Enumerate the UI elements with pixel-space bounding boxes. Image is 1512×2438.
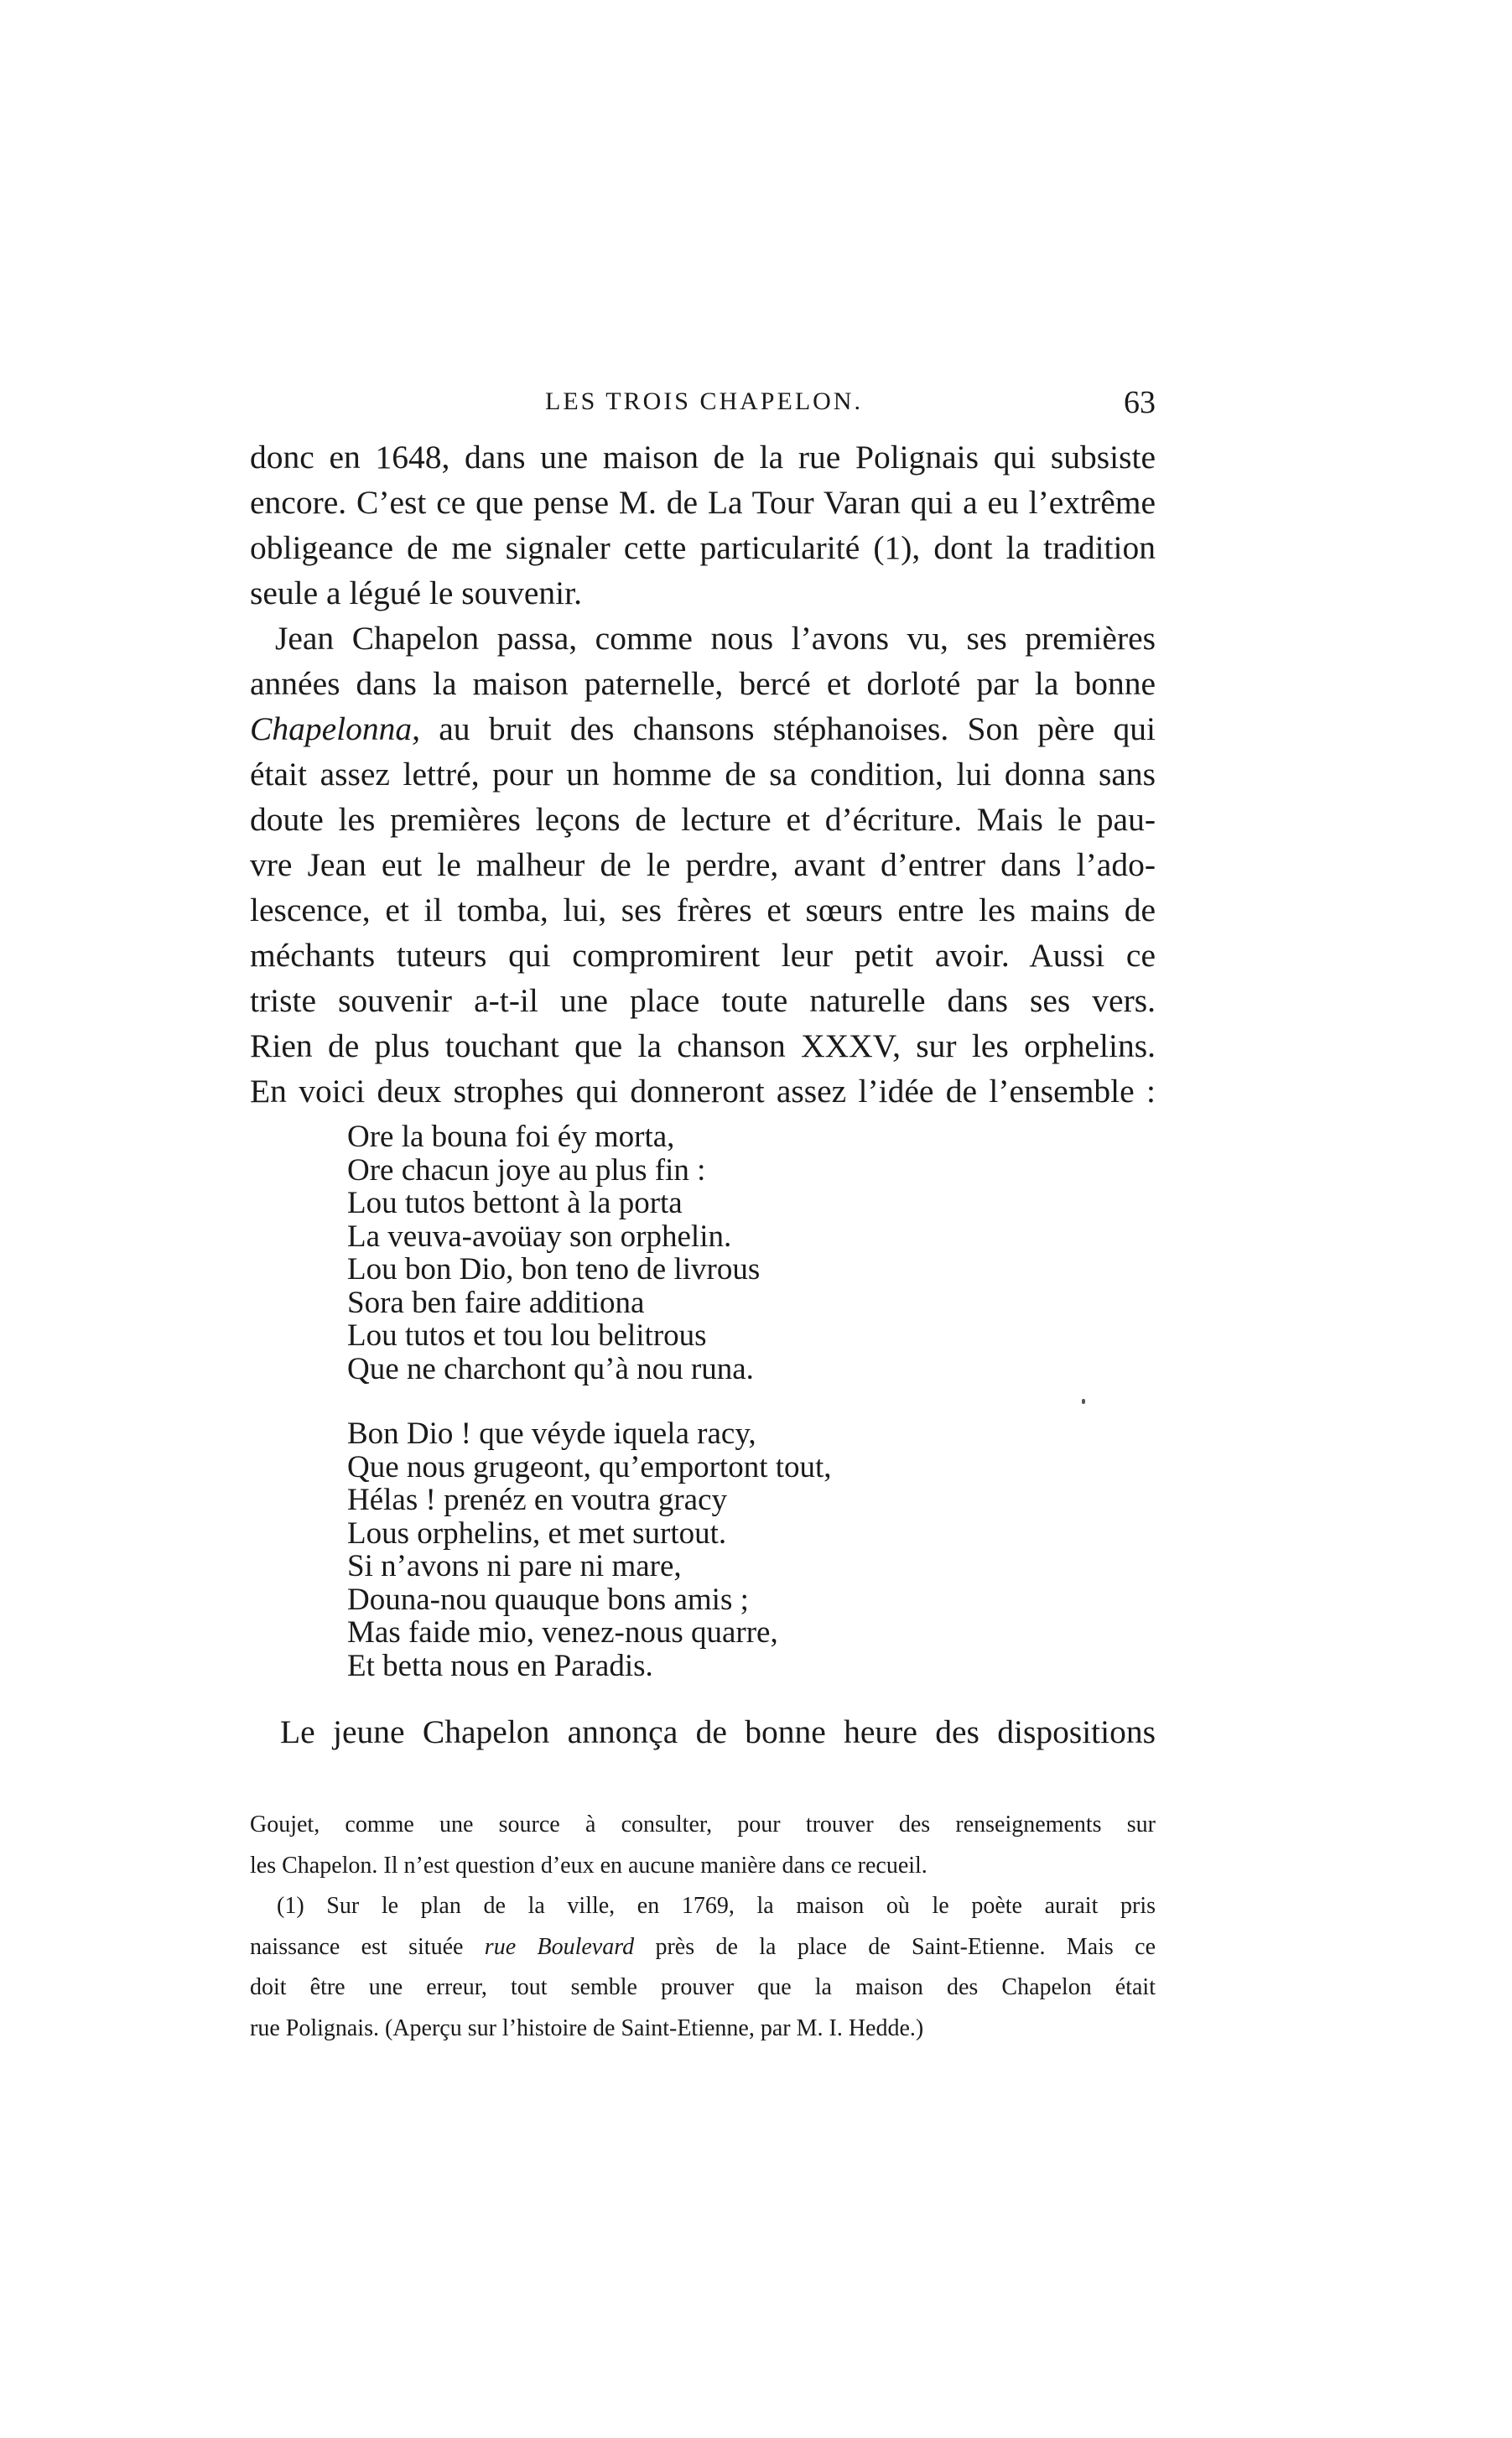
paragraph-continuation (250, 434, 1156, 616)
text-line: seule a légué le souvenir. (250, 574, 582, 611)
poem-verse: Sora ben faire additiona (347, 1285, 645, 1320)
page-header (250, 384, 1156, 426)
poem-verse: Hélas ! prenéz en voutra gracy (347, 1483, 728, 1517)
italic-name: Chapelonna, (250, 710, 420, 747)
text-fragment: au bruit des chansons stéphanoises. Son père qui (419, 710, 1156, 747)
text-fragment: près de la place de Saint-Etienne. Mais ce (634, 1933, 1156, 1960)
poem-stanza-1 (347, 1120, 1018, 1385)
poem-verse: Lou tutos bettont à la porta (347, 1186, 683, 1220)
footnote-line (250, 1927, 1156, 1968)
text-line: Le jeune Chapelon annonça de bonne heure des dispositions (280, 1713, 1156, 1750)
poem-verse: Que nous grugeont, qu’emportont tout, (347, 1449, 832, 1484)
footnote-line: (1) Sur le plan de la ville, en 1769, la maison où le poète aurait pris (277, 1893, 1156, 1919)
running-title: LES TROIS CHAPELON. (545, 387, 863, 415)
poem-verse: Lou bon Dio, bon teno de livrous (347, 1252, 761, 1287)
poem-verse: La veuva-avoüay son orphelin. (347, 1219, 732, 1254)
poem-verse: Que ne charchont qu’à nou runa. (347, 1351, 754, 1386)
text-line: années dans la maison paternelle, bercé et dorloté par la bonne (250, 665, 1156, 702)
text-line (250, 706, 1156, 751)
paragraph-jean-chapelon (250, 616, 1156, 1114)
poem-verse: Bon Dio ! que véyde iquela racy, (347, 1417, 756, 1451)
text-line: lescence, et il tomba, lui, ses frères et sœurs entre les mains de (250, 892, 1156, 928)
text-line: méchants tuteurs qui compromirent leur petit avoir. Aussi ce (250, 937, 1156, 974)
footnote-line: les Chapelon. Il n’est question d’eux en aucune manière dans ce recueil. (250, 1852, 927, 1879)
poem-verse: Lous orphelins, et met surtout. (347, 1515, 727, 1551)
text-line: était assez lettré, pour un homme de sa condition, lui donna sans (250, 756, 1156, 793)
poem-verse: Si n’avons ni pare ni mare, (347, 1549, 682, 1583)
page-number: 63 (1124, 385, 1156, 420)
poem-verse: Mas faide mio, venez-nous quarre, (347, 1615, 778, 1650)
footnote-line: Goujet, comme une source à consulter, pour trouver des renseignements sur (250, 1812, 1156, 1838)
poem-verse: Ore chacun joye au plus fin : (347, 1152, 706, 1188)
text-line: En voici deux strophes qui donneront assez l’idée de l’ensemble : (250, 1073, 1156, 1110)
text-line: doute les premières leçons de lecture et d’écriture. Mais le pau- (250, 801, 1156, 838)
text-line: Rien de plus touchant que la chanson XXXV, sur les orphelins. (250, 1027, 1156, 1064)
text-line: Jean Chapelon passa, comme nous l’avons vu, ses premières (275, 620, 1156, 657)
poem-verse: Ore la bouna foi éy morta, (347, 1120, 675, 1154)
poem-stanza-2 (347, 1417, 1018, 1682)
text-line: triste souvenir a-t-il une place toute naturelle dans ses vers. (250, 982, 1156, 1019)
footnotes (250, 1805, 1156, 2049)
text-line: vre Jean eut le malheur de le perdre, avant d’entrer dans l’ado- (250, 846, 1156, 883)
ink-mark (1082, 1399, 1085, 1404)
paragraph-next (250, 1709, 1156, 1754)
text-line: obligeance de me signaler cette particularité (1), dont la tradition (250, 529, 1156, 566)
poem-verse: Lou tutos et tou lou belitrous (347, 1318, 707, 1353)
text-line: encore. C’est ce que pense M. de La Tour Varan qui a eu l’extrême (250, 484, 1156, 521)
poem-verse: Et betta nous en Paradis. (347, 1648, 653, 1683)
footnote-line: doit être une erreur, tout semble prouver que la maison des Chapelon était (250, 1974, 1156, 2000)
footnote-line: rue Polignais. (Aperçu sur l’histoire de Saint-Etienne, par M. I. Hedde.) (250, 2014, 924, 2041)
italic-street-name: rue Boulevard (484, 1933, 635, 1960)
text-line: donc en 1648, dans une maison de la rue Polignais qui subsiste (250, 439, 1156, 476)
text-fragment: naissance est située (250, 1933, 485, 1960)
poem-verse: Douna-nou quauque bons amis ; (347, 1582, 749, 1617)
